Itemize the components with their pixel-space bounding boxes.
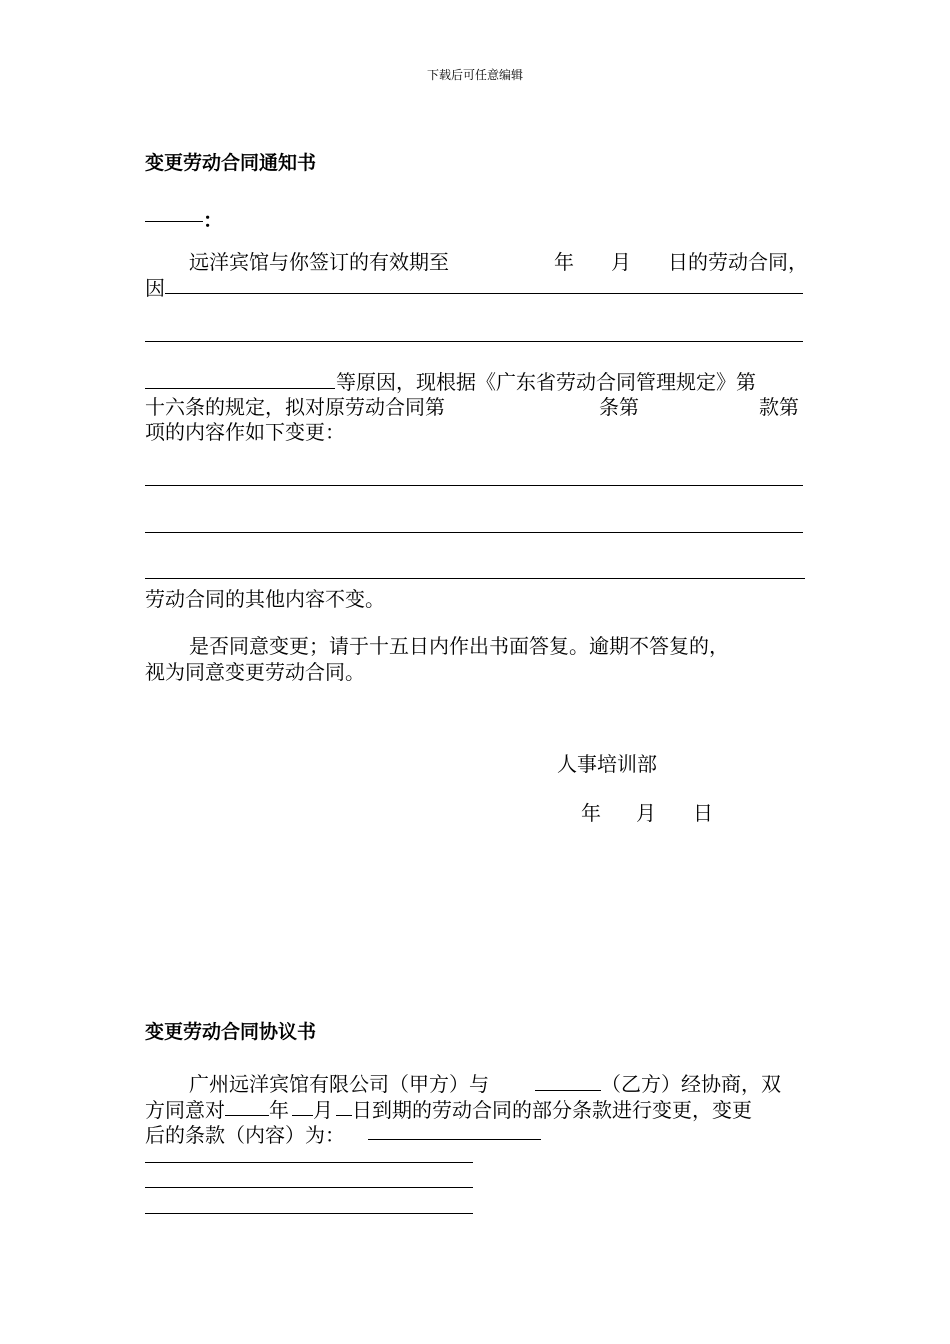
agreement-l3: 后的条款（内容）为： <box>145 1123 345 1147</box>
change-line-3 <box>145 578 805 579</box>
notice-p2-line2-c: 款第 <box>759 395 799 419</box>
reason-line-1 <box>165 293 803 294</box>
change-line-1 <box>145 485 803 486</box>
notice-unchanged: 劳动合同的其他内容不变。 <box>145 587 385 611</box>
change-line-2 <box>145 532 803 533</box>
notice-p2-line2-b: 条第 <box>599 395 639 419</box>
agreement-l2-a: 方同意对 <box>145 1098 225 1122</box>
notice-p1-year: 年 <box>554 250 574 274</box>
terms-line-1 <box>145 1162 473 1163</box>
agreement-l1-b: （乙方）经协商，双 <box>601 1072 781 1096</box>
agreement-l2-year: 年 <box>269 1098 289 1122</box>
notice-p2-line3: 项的内容作如下变更： <box>145 420 345 444</box>
addressee-blank <box>145 221 203 222</box>
date-day: 日 <box>693 801 713 825</box>
notice-p2-line2-a: 十六条的规定，拟对原劳动合同第 <box>145 395 445 419</box>
terms-line-2 <box>145 1187 473 1188</box>
month-blank <box>292 1115 313 1116</box>
notice-p1-end: 日的劳动合同， <box>668 250 808 274</box>
notice-p1-month: 月 <box>611 250 631 274</box>
terms-line-3 <box>145 1213 473 1214</box>
reason-line-2 <box>145 341 803 342</box>
notice-p3-line2: 视为同意变更劳动合同。 <box>145 660 365 684</box>
notice-title: 变更劳动合同通知书 <box>145 152 317 174</box>
date-year: 年 <box>581 801 601 825</box>
day-blank <box>336 1115 352 1116</box>
reason-line-3 <box>145 388 335 389</box>
terms-blank-1 <box>368 1139 541 1140</box>
notice-p2-start: 等原因，现根据《广东省劳动合同管理规定》第 <box>336 370 756 394</box>
notice-p1-start: 远洋宾馆与你签订的有效期至 <box>189 250 449 274</box>
notice-because: 因 <box>145 276 165 300</box>
year-blank <box>225 1115 269 1116</box>
download-note: 下载后可任意编辑 <box>426 68 523 82</box>
party-b-blank <box>535 1090 601 1091</box>
agreement-l2-rest: 日到期的劳动合同的部分条款进行变更，变更 <box>352 1098 752 1122</box>
date-month: 月 <box>636 801 656 825</box>
agreement-l2-month: 月 <box>313 1098 333 1122</box>
agreement-title: 变更劳动合同协议书 <box>145 1021 317 1043</box>
addressee-colon: ： <box>203 208 223 232</box>
notice-p3-line1: 是否同意变更；请于十五日内作出书面答复。逾期不答复的， <box>189 634 729 658</box>
agreement-l1-a: 广州远洋宾馆有限公司（甲方）与 <box>189 1072 489 1096</box>
notice-signer: 人事培训部 <box>557 752 657 776</box>
